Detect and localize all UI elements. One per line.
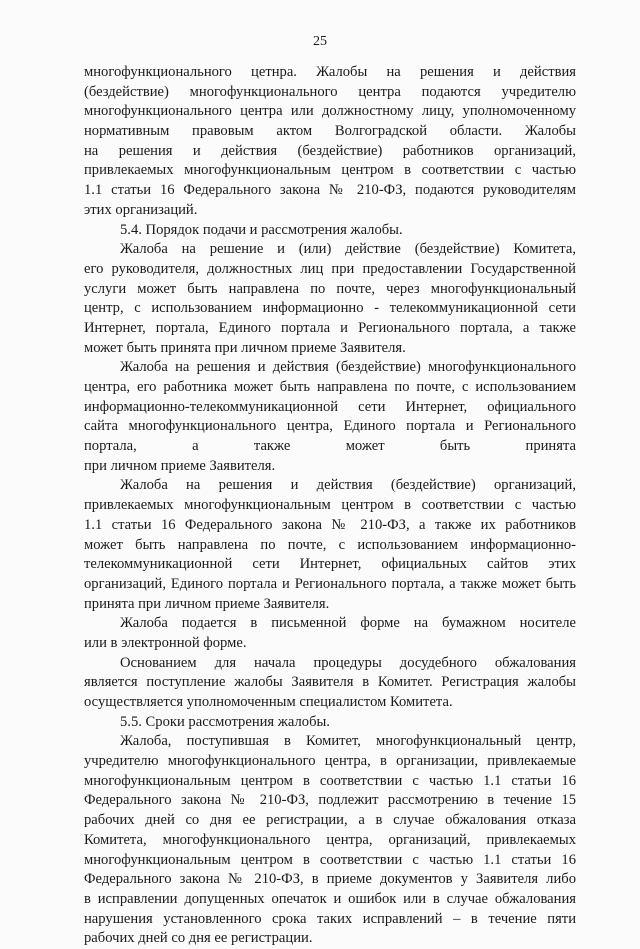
text-line: (бездействие) многофункционального центра подаются учредителю [84,83,576,100]
text-line: организаций, Единого портала и Регионального портала, а также может быть [84,575,576,592]
text-line: Жалоба на решение и (или) действие (бездействие) Комитета, [120,241,576,258]
text-line: нормативным правовым актом Волгоградской области. Жалобы [84,123,576,140]
text-line: Федерального закона № 210-ФЗ, в приеме документов у Заявителя либо [84,871,576,888]
text-line: Федерального закона № 210-ФЗ, подлежит рассмотрению в течение 15 [84,792,576,809]
text-line: может быть принята при личном приеме Заявителя. [84,339,406,356]
page-number: 25 [313,34,327,49]
text-line: 5.4. Порядок подачи и рассмотрения жалобы. [120,221,403,238]
text-line: Интернет, портала, Единого портала и Регионального портала, а также [84,319,576,336]
text-line: Комитета, многофункционального центра, организаций, привлекаемых [84,831,576,848]
text-line: сайта многофункционального центра, Единого портала и Регионального [84,418,576,435]
text-line: 1.1 статьи 16 Федерального закона № 210-ФЗ, а также их работников [84,516,576,533]
text-line: в исправлении допущенных опечаток и ошибок или в случае обжалования [84,890,576,907]
text-line: рабочих дней со дня ее регистрации, а в случае обжалования отказа [84,812,576,829]
text-line: услуги может быть направлена по почте, через многофункциональный [84,280,576,297]
text-line: многофункциональным центром в соответствии с частью 1.1 статьи 16 [84,851,576,868]
text-line: рабочих дней со дня ее регистрации. [84,930,313,947]
text-line: Жалоба на решения и действия (бездействие) многофункционального [120,359,576,376]
text-line: многофункционального цетнра. Жалобы на решения и действия [84,64,576,80]
text-line: телекоммуникационной сети Интернет, официальных сайтов этих [84,556,576,573]
text-line: центр, с использованием информационно - телекоммуникационной сети [84,300,576,317]
text-line: этих организаций. [84,201,198,218]
text-line: 5.5. Сроки рассмотрения жалобы. [120,713,330,730]
text-line: на решения и действия (бездействие) работников организаций, [84,142,576,159]
text-line: может быть направлена по почте, с использованием информационно- [84,536,576,553]
text-line: многофункционального центра или должностному лицу, уполномоченному [84,103,576,120]
text-line: Основанием для начала процедуры досудебного обжалования [120,654,576,671]
text-line: портала, а также может быть принята [84,438,576,455]
text-line: центра, его работника может быть направлена по почте, с использованием [84,379,576,395]
text-line: нарушения установленного срока таких исправлений – в течение пяти [84,910,576,927]
text-line: принята при личном приеме Заявителя. [84,595,330,612]
text-line: информационно-телекоммуникационной сети Интернет, официального [84,398,576,415]
text-line: Жалоба подается в письменной форме на бумажном носителе [120,615,576,632]
text-line: его руководителя, должностных лиц при предоставлении Государственной [84,260,576,277]
text-line: привлекаемых многофункциональным центром в соответствии с частью [84,162,576,179]
text-line: 1.1 статьи 16 Федерального закона № 210-ФЗ, подаются руководителям [84,182,576,199]
text-line: привлекаемых многофункциональным центром в соответствии с частью [84,497,576,514]
text-line: многофункциональным центром в соответствии с частью 1.1 статьи 16 [84,772,576,789]
text-line: учредителю многофункционального центра, в организации, привлекаемые [84,753,576,770]
text-line: осуществляется уполномоченным специалистом Комитета. [84,694,453,710]
text-line: Жалоба, поступившая в Комитет, многофункциональный центр, [120,733,576,750]
text-line: или в электронной форме. [84,634,247,651]
text-line: является поступление жалобы Заявителя в Комитет. Регистрация жалобы [84,674,576,691]
document-text [84,63,576,949]
text-line: при личном приеме Заявителя. [84,457,276,474]
text-line: Жалоба на решения и действия (бездействие) организаций, [120,477,576,494]
